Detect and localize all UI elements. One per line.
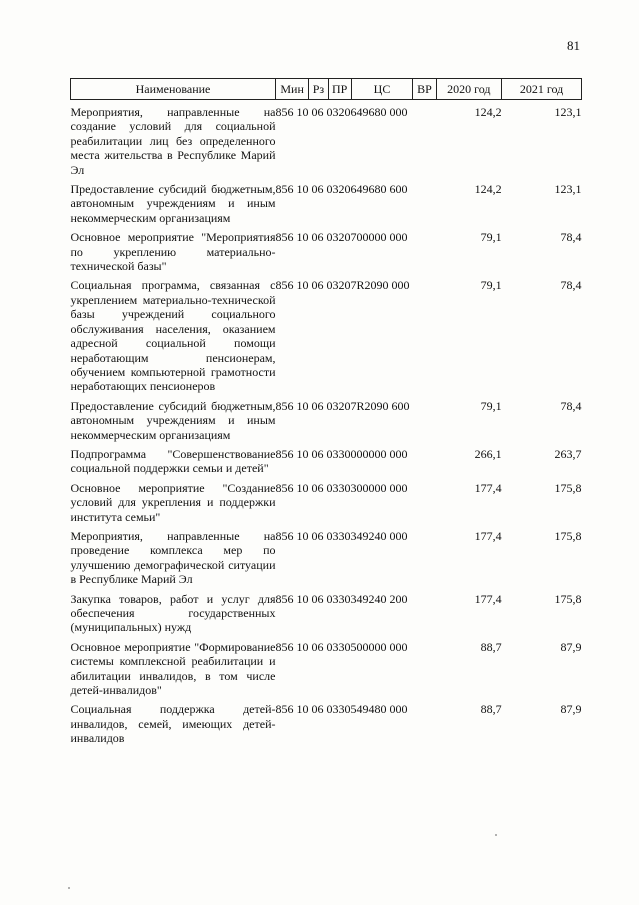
row-value-2020: 177,4 <box>474 591 502 606</box>
row-code: 856 10 06 0330000000 000 <box>275 446 408 461</box>
row-name: Социальная поддержка детей-инвалидов, семей, имеющих детей-инвалидов <box>70 702 276 746</box>
row-name: Предоставление субсидий бюджетным, автономным учреждениям и иным некоммерческим организациям <box>70 182 276 225</box>
row-value-2020: 124,2 <box>474 182 502 197</box>
row-name: Основное мероприятие "Формирование системы комплексной реабилитации и абилитации инвалидов, в том числе детей-инвалидов" <box>70 639 276 698</box>
row-name: Социальная программа, связанная с укреплением материально-технической базы учреждений социального обслуживания населения, оказанием адресной социальной помощи неработающим пенсионерам, обучением компьютерной грамотности неработающих пенсионеров <box>70 278 276 394</box>
row-code: 856 10 06 03207R2090 000 <box>275 278 410 293</box>
row-value-2020: 124,2 <box>474 105 502 119</box>
table-row <box>71 635 582 698</box>
header-min: Мин <box>276 79 309 100</box>
table-row <box>71 587 582 635</box>
row-value-2020: 177,4 <box>474 480 502 495</box>
header-2021: 2021 год <box>502 79 582 100</box>
row-value-2020: 88,7 <box>480 702 502 717</box>
row-name: Подпрограмма "Совершенствование социальной поддержки семьи и детей" <box>70 446 276 476</box>
table-row <box>71 524 582 587</box>
scan-speck <box>68 887 70 889</box>
header-cs: ЦС <box>351 79 413 100</box>
table-row <box>71 697 582 745</box>
row-value-2021: 78,4 <box>560 230 582 245</box>
row-code: 856 10 06 0320649680 000 <box>275 105 408 119</box>
row-name: Основное мероприятие "Мероприятия по укреплению материально-технической базы" <box>70 230 276 274</box>
budget-table <box>70 78 582 746</box>
table-row <box>71 177 582 225</box>
row-value-2021: 78,4 <box>560 398 582 413</box>
row-value-2021: 123,1 <box>554 105 582 119</box>
table-row <box>71 442 582 476</box>
table-header-row <box>71 79 582 100</box>
row-value-2021: 175,8 <box>554 528 582 543</box>
row-value-2020: 88,7 <box>480 639 502 654</box>
header-2020: 2020 год <box>436 79 502 100</box>
header-pr: ПР <box>328 79 351 100</box>
row-code: 856 10 06 0330349240 000 <box>275 528 408 543</box>
header-rz: Рз <box>309 79 328 100</box>
header-vr: ВР <box>413 79 436 100</box>
table-row <box>71 100 582 178</box>
row-name: Основное мероприятие "Создание условий для укрепления и поддержки института семьи" <box>70 480 276 524</box>
row-code: 856 10 06 0330549480 000 <box>275 702 408 717</box>
row-code: 856 10 06 0330500000 000 <box>275 639 408 654</box>
row-value-2021: 175,8 <box>554 591 582 606</box>
row-code: 856 10 06 0320649680 600 <box>275 182 408 197</box>
row-value-2021: 123,1 <box>554 182 582 197</box>
row-code: 856 10 06 0330349240 200 <box>275 591 408 606</box>
table-row <box>71 476 582 524</box>
row-value-2020: 79,1 <box>480 230 502 245</box>
row-name: Мероприятия, направленные на создание условий для социальной реабилитации лиц без определенного места жительства в Республике Марий Эл <box>70 105 276 177</box>
row-code: 856 10 06 0320700000 000 <box>275 230 408 245</box>
row-value-2020: 79,1 <box>480 398 502 413</box>
row-value-2021: 175,8 <box>554 480 582 495</box>
header-name: Наименование <box>71 79 276 100</box>
row-value-2020: 79,1 <box>480 278 502 293</box>
row-value-2021: 87,9 <box>560 639 582 654</box>
row-value-2021: 78,4 <box>560 278 582 293</box>
row-value-2020: 177,4 <box>474 528 502 543</box>
row-name: Мероприятия, направленные на проведение комплекса мер по улучшению демографической ситуации в Республике Марий Эл <box>70 528 276 587</box>
row-value-2021: 263,7 <box>554 446 582 461</box>
row-code: 856 10 06 03207R2090 600 <box>275 398 410 413</box>
row-name: Предоставление субсидий бюджетным, автономным учреждениям и иным некоммерческим организациям <box>70 398 276 442</box>
row-value-2020: 266,1 <box>474 446 502 461</box>
row-value-2021: 87,9 <box>560 702 582 717</box>
row-code: 856 10 06 0330300000 000 <box>275 480 408 495</box>
scan-speck <box>495 834 497 836</box>
row-name: Закупка товаров, работ и услуг для обеспечения государственных (муниципальных) нужд <box>70 591 276 635</box>
table-row <box>71 225 582 273</box>
table-row <box>71 273 582 393</box>
table-row <box>71 394 582 442</box>
page-number: 81 <box>567 38 580 53</box>
